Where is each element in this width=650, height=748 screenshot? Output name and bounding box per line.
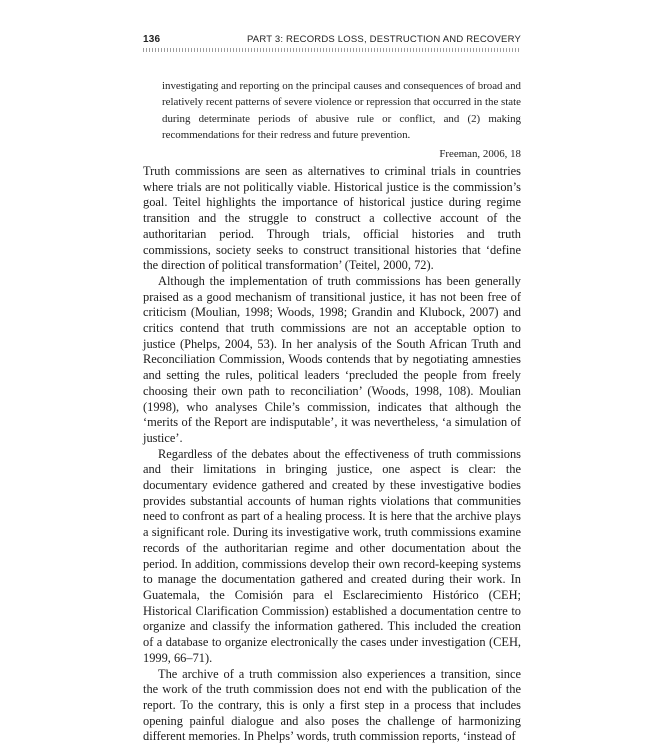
quote-citation: Freeman, 2006, 18	[439, 148, 521, 161]
paragraph: The archive of a truth commission also experiences a transition, since the work of the truth commission does not end with the publication of the report. To the contrary, this is only a first step in a process that includes opening painful dialogue and also poses the challenge of harmonizing different memories. In Phelps’ words, truth commission reports, ‘instead of	[143, 666, 521, 744]
header-rule	[143, 48, 521, 52]
quote-text: investigating and reporting on the principal causes and consequences of broad and relatively recent patterns of severe violence or repression that occurred in the state during determinate periods of abusive rule or conflict, and (2) making recommendations for their redress and future prevention.	[162, 80, 521, 141]
running-title: PART 3: RECORDS LOSS, DESTRUCTION AND RECOVERY	[246, 34, 521, 45]
paragraph: Truth commissions are seen as alternatives to criminal trials in countries where trials are not politically viable. Historical justice is the commission’s goal. Teitel highlights the importance of historical justice during regime transition and the struggle to construct a collective account of the authoritarian period. Through trials, official histories and truth commissions, society seeks to construct transitional histories that ‘define the direction of political transformation’ (Teitel, 2000, 72).	[143, 164, 521, 273]
paragraph: Regardless of the debates about the effectiveness of truth commissions and their limitations in bringing justice, one aspect is clear: the documentary evidence gathered and created by these investigative bodies provides substantial accounts of human rights violations that communities need to confront as part of a healing process. It is here that the archive plays a significant role. During its investigative work, truth commissions examine records of the authoritarian regime and other documentation about the period. In addition, commissions develop their own record-keeping systems to manage the documentation gathered and created during their work. In Guatemala, the Comisión para el Esclarecimiento Histórico (CEH; Historical Clarification Commission) established a documentation centre to organize and classify the information gathered. This included the creation of a database to organize electronically the cases under investigation (CEH, 1999, 66–71).	[143, 446, 521, 665]
running-header	[143, 34, 521, 45]
block-quote	[162, 78, 521, 162]
body-text	[143, 164, 521, 745]
paragraph: Although the implementation of truth commissions has been generally praised as a good mechanism of transitional justice, it has not been free of criticism (Moulian, 1998; Woods, 1998; Grandin and Klubock, 2007) and critics contend that truth commissions are not an acceptable option to justice (Phelps, 2004, 53). In her analysis of the South African Truth and Reconciliation Commission, Woods contends that by negotiating amnesties and setting the rules, political leaders ‘precluded the people from freely choosing their own path to reconciliation’ (Woods, 1998, 108). Moulian (1998), who analyses Chile’s commission, indicates that although the ‘merits of the Report are indisputable’, it was nevertheless, ‘a simulation of justice’.	[143, 273, 521, 445]
page-number: 136	[143, 34, 161, 45]
